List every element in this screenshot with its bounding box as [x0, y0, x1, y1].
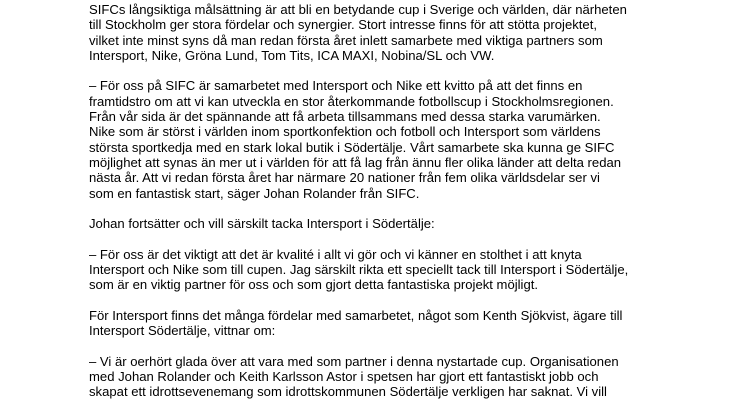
text-line: största sportkedja med en stark lokal butik i Södertälje. Vårt samarbete ska kunna ge SIFC — [89, 139, 615, 155]
text-line: SIFCs långsiktiga målsättning är att bli en betydande cup i Sverige och världen, där närheten — [89, 2, 627, 17]
text-line: Johan fortsätter och vill särskilt tacka Intersport i Södertälje: — [89, 216, 435, 232]
paragraph-quote-kenth — [89, 354, 739, 400]
paragraph-intersport-intro — [89, 308, 739, 339]
text-line: möjlighet att synas än mer ut i världen för att få lag från ännu fler olika länder att delta redan — [89, 154, 622, 170]
text-line: För Intersport finns det många fördelar med samarbetet, något som Kenth Sjökvist, ägare till — [89, 307, 623, 323]
paragraph-johan-intro — [89, 216, 739, 231]
text-line: skapat ett idrottsevenemang som idrottskommunen Södertälje verkligen har saknat. Vi vill — [89, 384, 607, 400]
text-line: Från vår sida är det spännande att få arbeta tillsammans med dessa starka varumärken. — [89, 109, 601, 125]
text-line: – För oss på SIFC är samarbetet med Intersport och Nike ett kvitto på att det finns en — [89, 78, 583, 94]
text-line: som en fantastisk start, säger Johan Rolander från SIFC. — [89, 185, 420, 201]
text-line: nästa år. Att vi redan första året har närmare 20 nationer från fem olika världsdelar ser vi — [89, 170, 600, 186]
paragraph-quote-johan — [89, 247, 739, 293]
text-line: som är en viktig partner för oss och som gjort detta fantastiska projekt möjligt. — [89, 277, 539, 293]
text-line: vilket inte minst syns då man redan första året inlett samarbete med viktiga partners som — [89, 32, 603, 48]
text-line: med Johan Rolander och Keith Karlsson Astor i spetsen har gjort ett fantastiskt jobb och — [89, 369, 599, 385]
paragraph-quote-sifc — [89, 78, 739, 200]
text-line: Intersport och Nike som till cupen. Jag särskilt rikta ett speciellt tack till Intersport i Södertälje, — [89, 262, 629, 278]
document-page — [89, 2, 739, 415]
text-line: framtidstro om att vi kan utveckla en stor återkommande fotbollscup i Stockholmsregionen. — [89, 93, 614, 109]
text-line: – Vi är oerhört glada över att vara med som partner i denna nystartade cup. Organisationen — [89, 353, 619, 369]
paragraph-goal — [89, 2, 739, 63]
text-line: till Stockholm ger stora fördelar och synergier. Stort intresse finns för att stötta projektet, — [89, 17, 597, 33]
text-line: Intersport, Nike, Gröna Lund, Tom Tits, ICA MAXI, Nobina/SL och VW. — [89, 47, 495, 63]
text-line: – För oss är det viktigt att det är kvalité i allt vi gör och vi känner en stolthet i att knyta — [89, 246, 582, 262]
text-line: Nike som är störst i världen inom sportkonfektion och fotboll och Intersport som världens — [89, 124, 601, 140]
text-line: Intersport Södertälje, vittnar om: — [89, 323, 276, 339]
